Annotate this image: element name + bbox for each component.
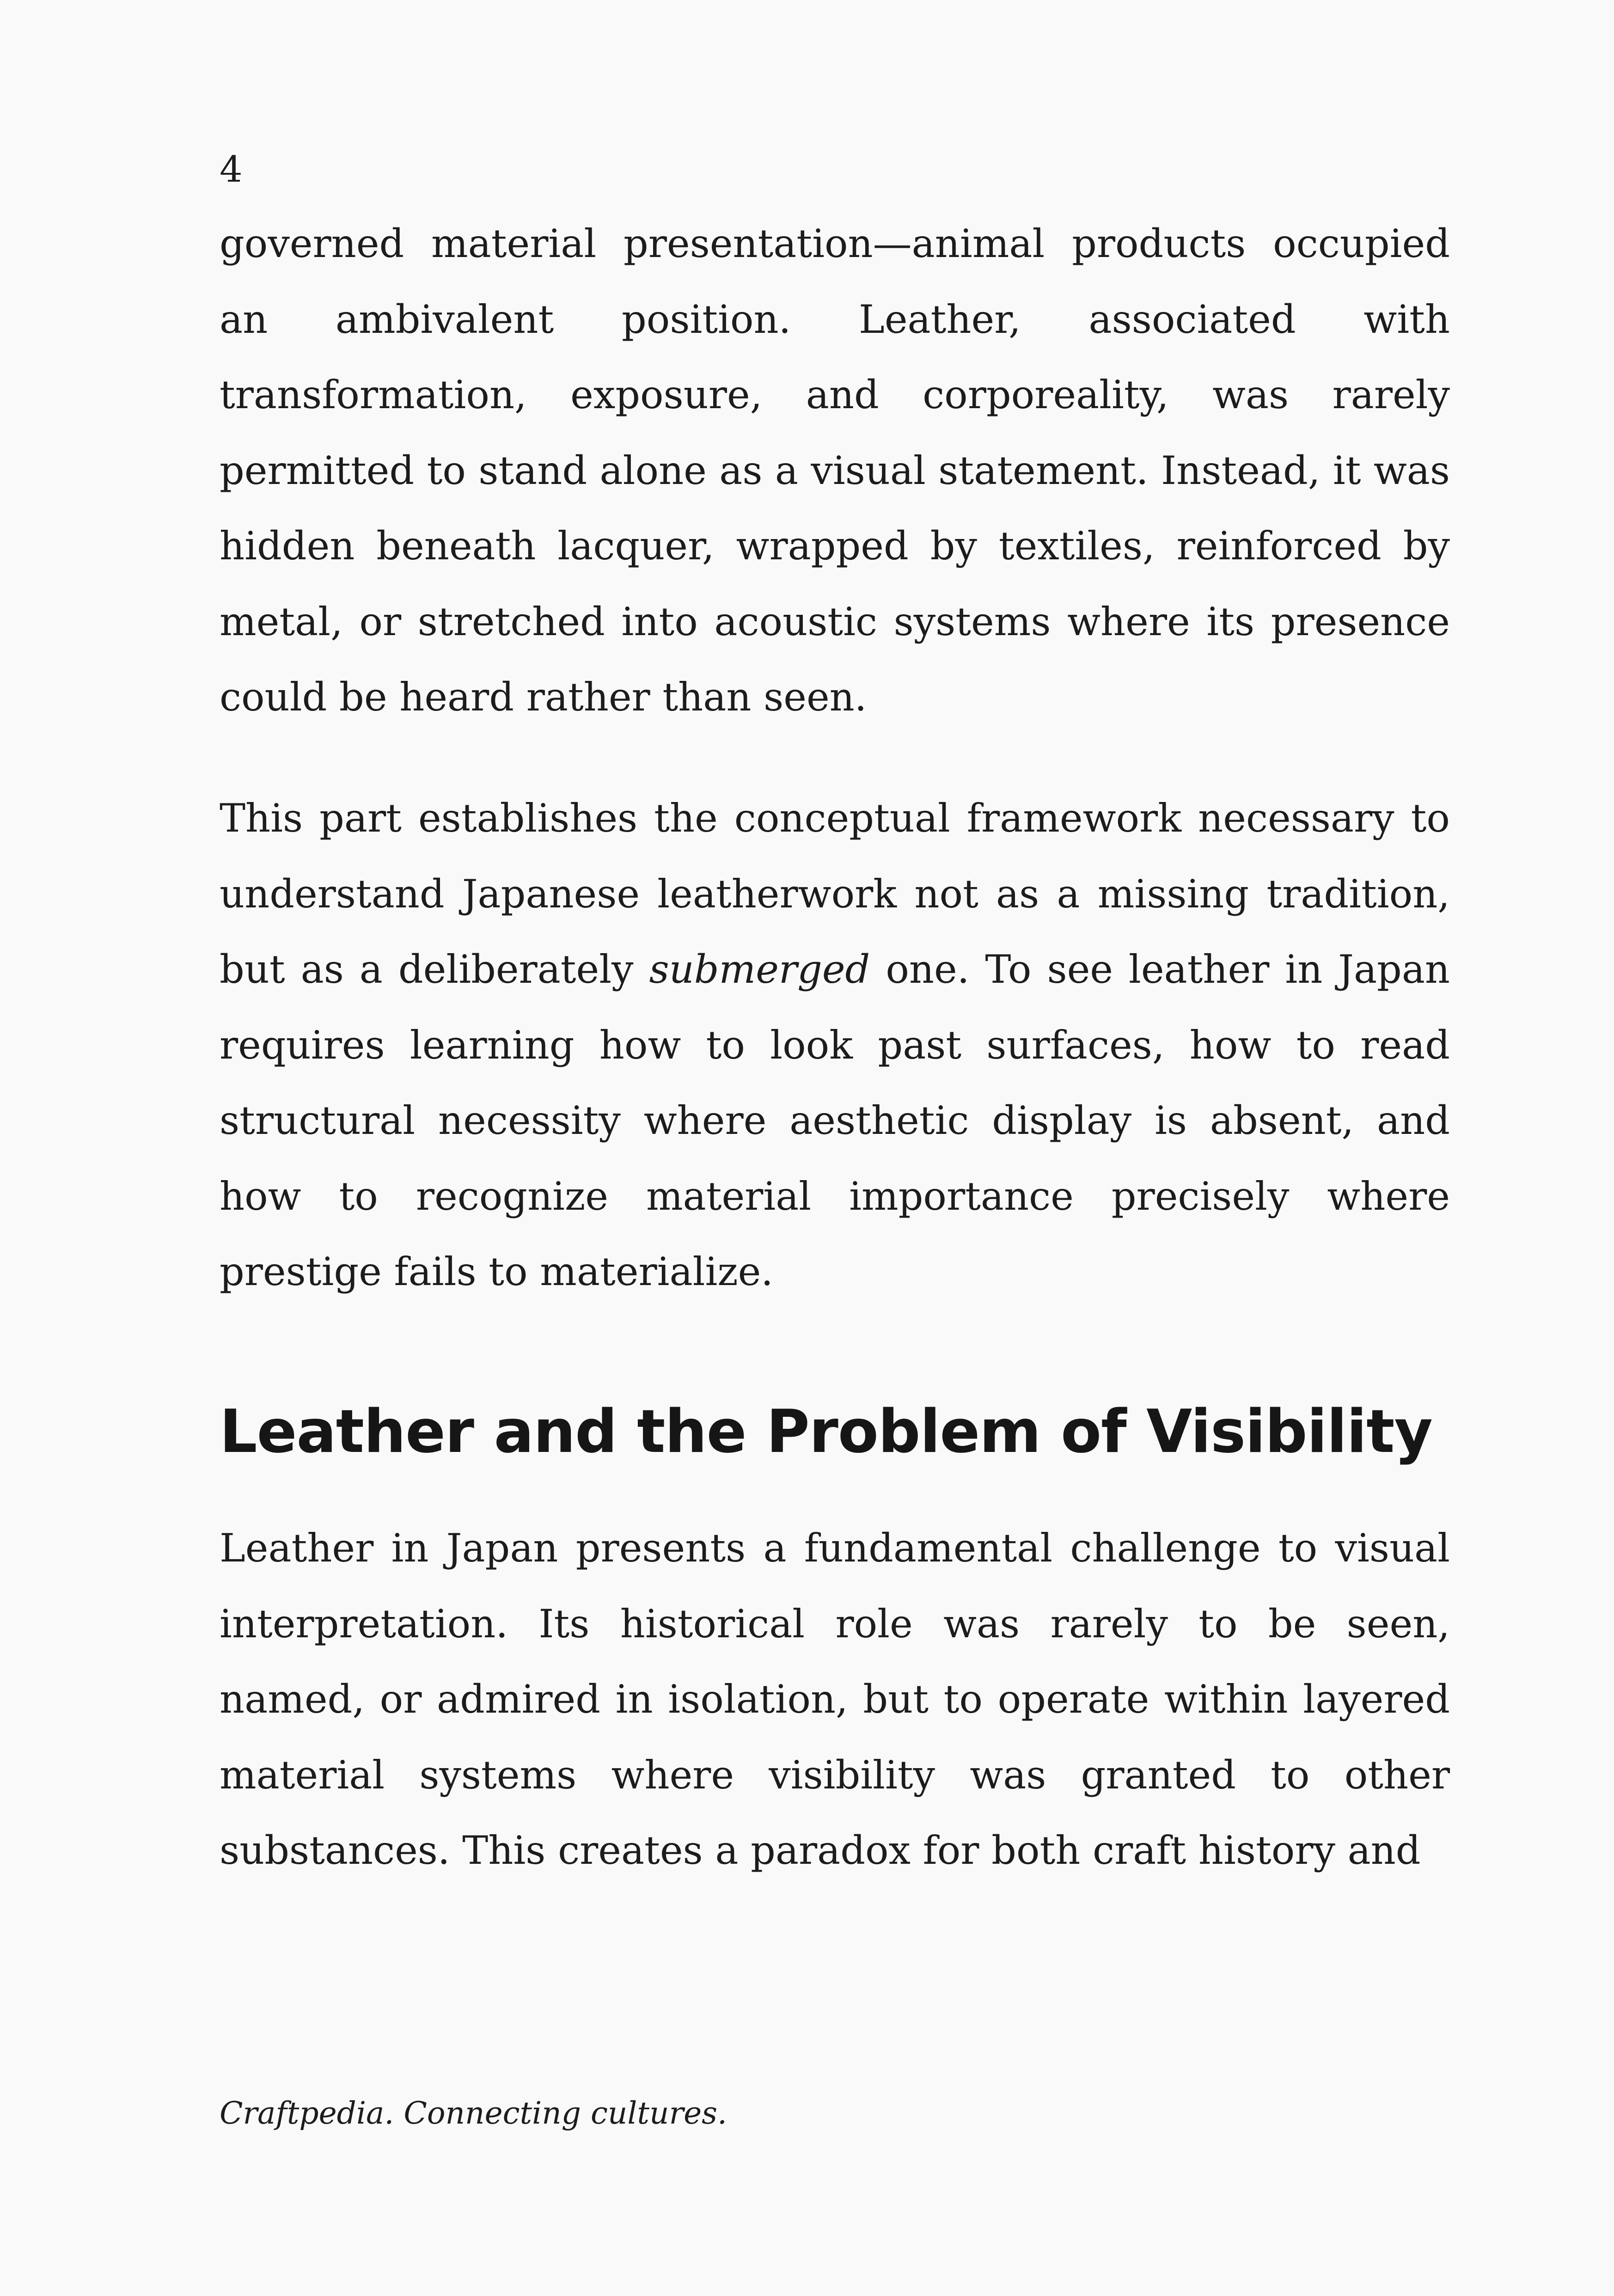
document-page [220,0,1450,2296]
paragraph-text: one. To see leather in Japan requires learning how to look past surfaces, how to read structural necessity where aesthetic display is absent, and how to recognize material importance precisely where prestige fails to materialize. [220,947,1450,1294]
body-paragraph [220,781,1450,1310]
body-paragraph: governed material presentation—animal products occupied an ambivalent position. Leather, associated with transformation, exposure, and corporeality, was rarely permitted to stand alone as a visual statement. Instead, it was hidden beneath lacquer, wrapped by textiles, reinforced by metal, or stretched into acoustic systems where its presence could be heard rather than seen. [220,221,1450,720]
paragraph-text: This part establishes the conceptual framework necessary to understand Japanese leatherwork not as a missing tradition, but as a deliberately [220,796,1450,992]
emphasized-word: submerged [649,947,870,992]
footer-tagline: Craftpedia. Connecting cultures. [220,2095,728,2131]
page-number: 4 [220,149,243,190]
section-heading: Leather and the Problem of Visibility [220,1397,1432,1466]
body-paragraph: Leather in Japan presents a fundamental challenge to visual interpretation. Its historical role was rarely to be seen, named, or admired in isolation, but to operate within layered material systems where visibility was granted to other substances. This creates a paradox for both craft history and [220,1525,1450,1873]
